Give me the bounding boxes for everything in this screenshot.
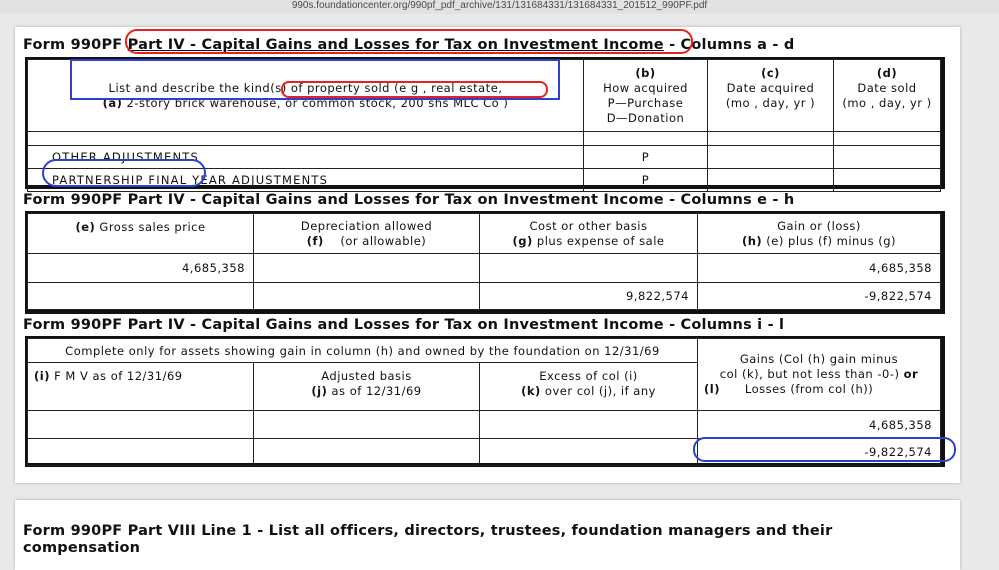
header-col-d: (d) Date sold (mo , day, yr )	[834, 60, 941, 132]
annotation-blue-partnership	[42, 159, 206, 187]
annotation-red-title	[125, 29, 693, 54]
gains-col-l: -9,822,574	[698, 439, 941, 466]
row-description: OTHER ADJUSTMENTS	[28, 146, 584, 169]
table-columns-e-h	[25, 211, 945, 314]
table-row	[28, 254, 941, 282]
section-ad-title-highlight: Part IV - Capital Gains and Losses for Tax on Investment Income	[127, 37, 664, 53]
header-col-j: Adjusted basis (j) as of 12/31/69	[254, 363, 480, 411]
col-a-example-highlight: common stock, 200 shs MLC Co )	[302, 95, 509, 110]
annotation-blue-loss	[693, 437, 956, 462]
table-row-spacer	[28, 132, 941, 146]
section-eh-title: Form 990PF Part IV - Capital Gains and Losses for Tax on Investment Income - Columns e - h	[23, 192, 795, 208]
header-col-f: Depreciation allowed (f) (or allowable)	[254, 214, 480, 254]
gross-sales-price: 4,685,358	[28, 254, 254, 282]
header-col-i: (i) F M V as of 12/31/69	[28, 363, 254, 411]
section-viii-title: Form 990PF Part VIII Line 1 - List all officers, directors, trustees, foundation managers and their compensation	[23, 523, 833, 556]
header-col-l: Gains (Col (h) gain minus col (k), but not less than -0-) or (l) Losses (from col (h))	[698, 339, 941, 411]
header-col-e: (e) Gross sales price	[28, 214, 254, 254]
form-page-next	[15, 500, 960, 570]
gain-or-loss: 4,685,358	[698, 254, 941, 282]
row-how-acquired: P	[584, 146, 708, 169]
gains-col-l: 4,685,358	[698, 411, 941, 439]
row-how-acquired: P	[584, 169, 708, 192]
table-row	[28, 411, 941, 439]
row-description: PARTNERSHIP FINAL YEAR ADJUSTMENTS	[28, 169, 584, 192]
header-col-b: (b) How acquired P—Purchase D—Donation	[584, 60, 708, 132]
section-ad-title: Form 990PF Part IV - Capital Gains and Losses for Tax on Investment Income - Columns a - d	[23, 37, 795, 53]
gain-or-loss: -9,822,574	[698, 282, 941, 309]
complete-only-note: Complete only for assets showing gain in column (h) and owned by the foundation on 12/31/69	[28, 339, 698, 363]
table-row	[28, 282, 941, 309]
header-col-a: List and describe the kind(s) of property sold (e g , real estate, (a) 2-story brick warehouse, or common stock, 200 shs MLC Co )	[28, 60, 584, 132]
url-bar: 990s.foundationcenter.org/990pf_pdf_archive/131/131684331/131684331_201512_990PF.pdf	[0, 0, 999, 14]
annotation-blue-col-a	[70, 59, 560, 100]
header-col-g: Cost or other basis (g) plus expense of sale	[480, 214, 698, 254]
cost-basis: 9,822,574	[480, 282, 698, 309]
header-col-h: Gain or (loss) (h) (e) plus (f) minus (g)	[698, 214, 941, 254]
section-il-title: Form 990PF Part IV - Capital Gains and Losses for Tax on Investment Income - Columns i - l	[23, 317, 785, 333]
header-col-k: Excess of col (i) (k) over col (j), if any	[480, 363, 698, 411]
header-col-c: (c) Date acquired (mo , day, yr )	[708, 60, 834, 132]
